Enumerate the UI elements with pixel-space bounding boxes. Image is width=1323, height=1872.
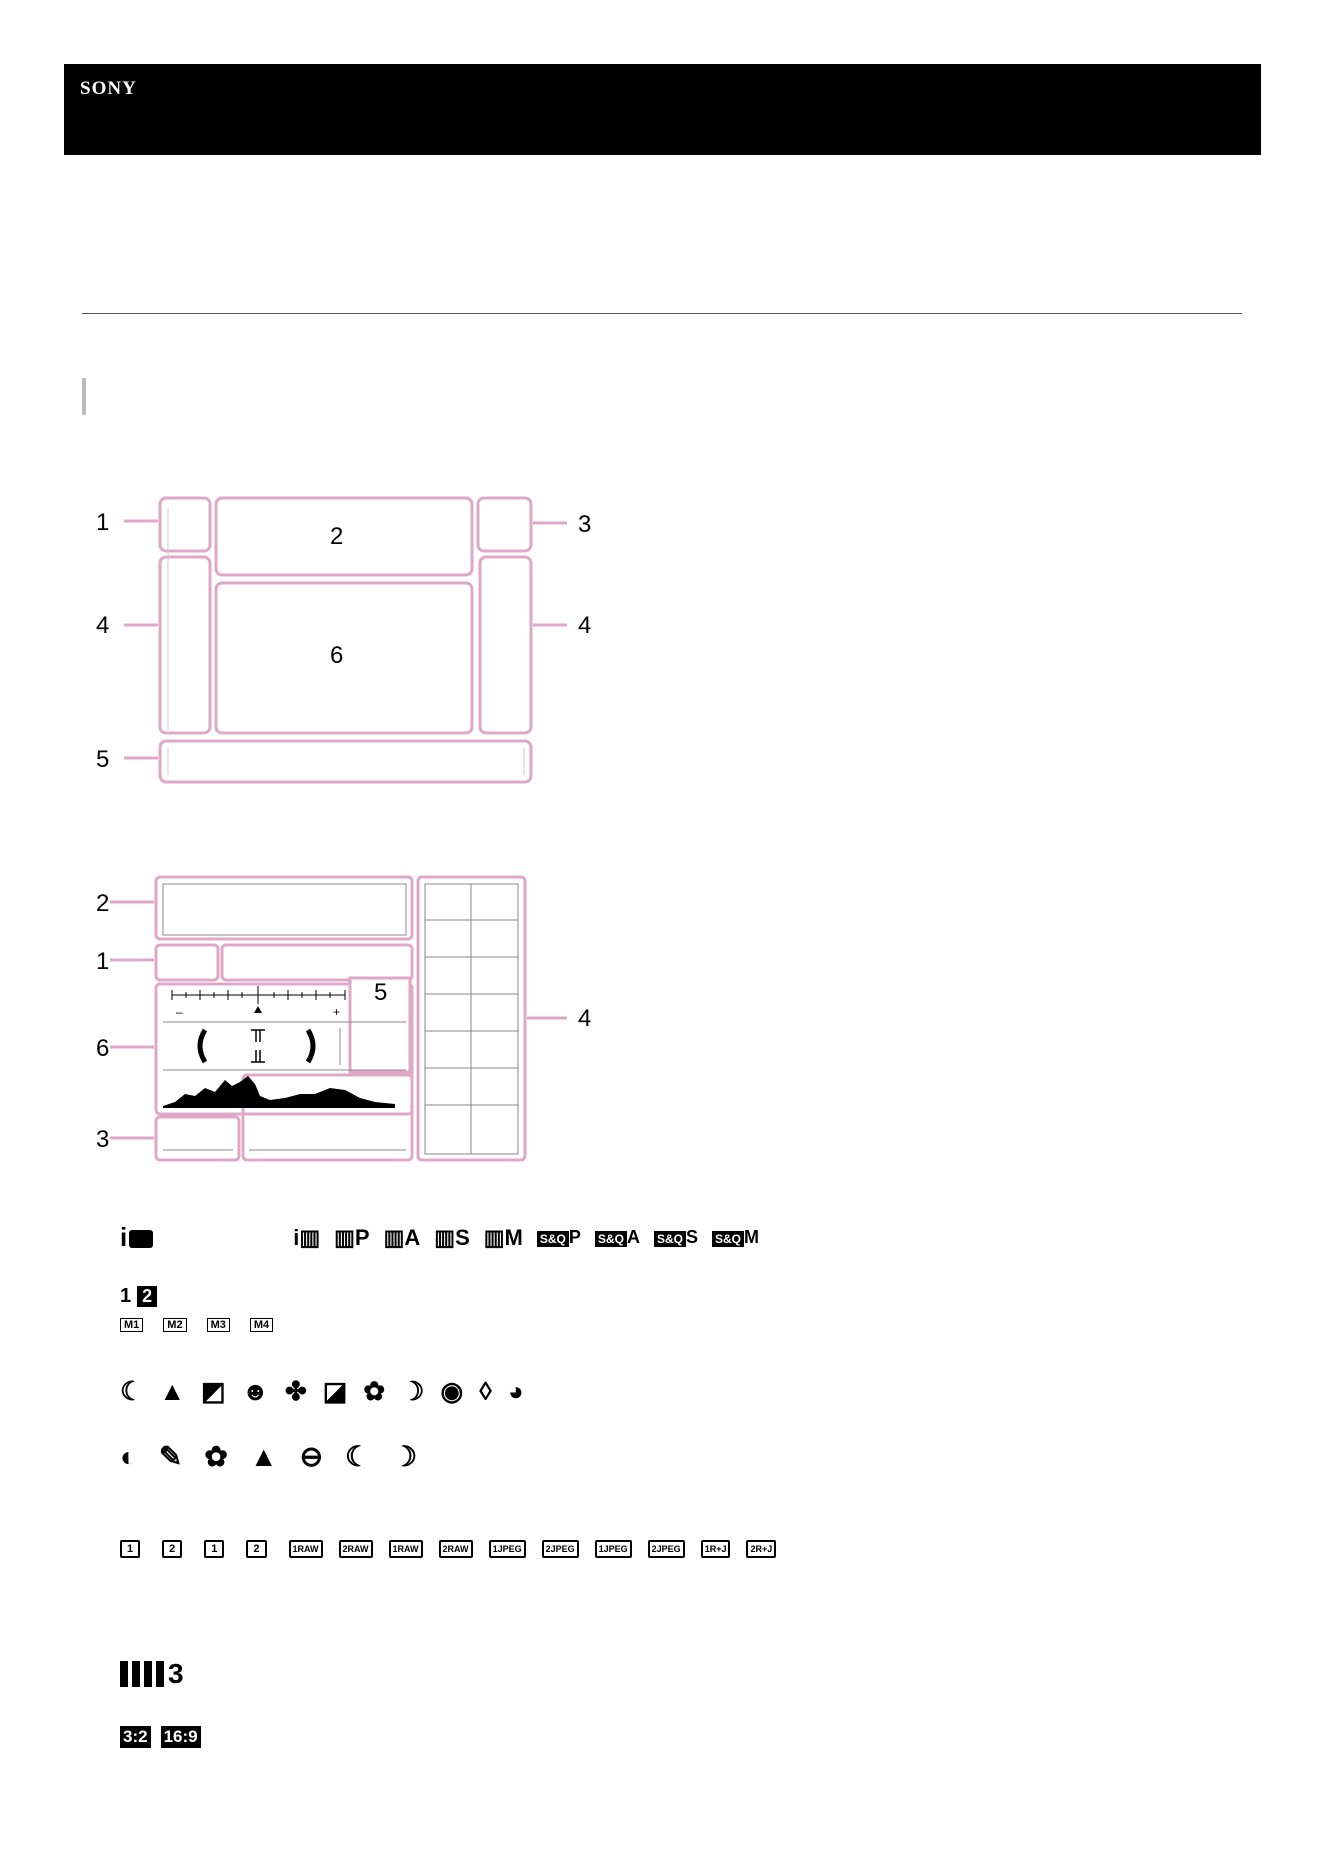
sony-logo: SONY bbox=[80, 78, 137, 99]
callout-4-right: 4 bbox=[578, 612, 592, 639]
area-6-box bbox=[216, 583, 472, 733]
landscape-icon-2: ▲ bbox=[249, 1440, 278, 1472]
media-1rj-icon: 1R+J bbox=[701, 1540, 731, 1558]
vf-area-3-box bbox=[156, 1117, 239, 1160]
vf-area-1b-box bbox=[222, 945, 412, 980]
callout-3: 3 bbox=[578, 511, 592, 538]
sq-m-icon: S&Q M bbox=[712, 1227, 759, 1248]
battery-level-text: 3 bbox=[168, 1658, 184, 1689]
sq-a-icon: S&Q A bbox=[595, 1227, 640, 1248]
spotlight-icon: ◊ bbox=[479, 1376, 493, 1406]
memory-recall-icons bbox=[120, 1285, 157, 1308]
af-center-frame bbox=[251, 1030, 265, 1062]
aspect-ratio-icons bbox=[120, 1726, 201, 1748]
movie-p-icon: ▥P bbox=[334, 1224, 370, 1250]
media-1-icon: 1 bbox=[120, 1540, 140, 1558]
aspect-16-9-icon: 16:9 bbox=[161, 1726, 201, 1748]
sunset-icon: ⊖ bbox=[299, 1441, 324, 1472]
media-1raw-icon: 1RAW bbox=[289, 1540, 323, 1558]
sq-s-icon: S&Q S bbox=[654, 1227, 698, 1248]
level-plus: + bbox=[333, 1005, 341, 1019]
battery-icon bbox=[120, 1661, 164, 1687]
sq-p-icon: S&Q P bbox=[537, 1227, 581, 1248]
media-1jpeg-icon: 1JPEG bbox=[489, 1540, 526, 1558]
media-2raw-arrow-icon: 2RAW bbox=[439, 1540, 473, 1558]
memory-2-icon: 2 bbox=[137, 1286, 157, 1307]
m3-icon: M3 bbox=[207, 1318, 230, 1332]
portrait-blur-icon: ◐ bbox=[120, 1440, 137, 1472]
callout-6: 6 bbox=[330, 642, 344, 669]
vf-callout-4: 4 bbox=[578, 1005, 592, 1032]
vf-area-3b-box bbox=[243, 1075, 412, 1160]
scene-icons bbox=[120, 1376, 524, 1407]
media-2rj-icon: 2R+J bbox=[746, 1540, 776, 1558]
landscape-icon: ▲ bbox=[159, 1376, 186, 1406]
callout-4-left: 4 bbox=[96, 612, 110, 639]
vf-area-2-box bbox=[156, 877, 412, 939]
portrait-icon: ☻ bbox=[241, 1376, 269, 1406]
media-2raw-icon: 2RAW bbox=[339, 1540, 373, 1558]
vf-callout-3: 3 bbox=[96, 1126, 110, 1153]
battery-row bbox=[120, 1658, 184, 1690]
media-1-arrow-icon: 1 bbox=[204, 1540, 224, 1558]
movie-a-icon: ▥A bbox=[383, 1224, 421, 1250]
area-5-box bbox=[160, 741, 531, 782]
callout-1: 1 bbox=[96, 509, 110, 536]
night-portrait-icon-2: ☽ bbox=[392, 1441, 418, 1472]
aspect-3-2-icon: 3:2 bbox=[120, 1726, 151, 1748]
vf-callout-2: 2 bbox=[96, 890, 110, 917]
low-light-icon: ◕ bbox=[508, 1376, 524, 1406]
level-scale bbox=[172, 986, 345, 1004]
media-2jpeg-arrow-icon: 2JPEG bbox=[648, 1540, 685, 1558]
memory-1-icon: 1 bbox=[120, 1285, 132, 1307]
backlight-portrait-icon: ◩ bbox=[201, 1376, 226, 1406]
night-icon-2: ☾ bbox=[345, 1441, 371, 1472]
m4-icon: M4 bbox=[250, 1318, 273, 1332]
callout-2: 2 bbox=[330, 523, 344, 550]
sports-icon: ✎ bbox=[158, 1441, 183, 1472]
movie-m-icon: ▥M bbox=[483, 1224, 523, 1250]
media-2jpeg-icon: 2JPEG bbox=[542, 1540, 579, 1558]
macro-icon-2: ✿ bbox=[204, 1441, 228, 1472]
vf-callout-6: 6 bbox=[96, 1035, 110, 1062]
iauto-movie-icon: i▥ bbox=[293, 1224, 321, 1250]
area-2-box bbox=[216, 498, 472, 575]
m2-icon: M2 bbox=[163, 1318, 186, 1332]
m1-icon: M1 bbox=[120, 1318, 143, 1332]
vf-area-1-box bbox=[156, 945, 218, 980]
area-3-box bbox=[478, 498, 531, 551]
night-icon: ☾ bbox=[120, 1376, 144, 1406]
movie-s-icon: ▥S bbox=[434, 1224, 470, 1250]
action-icon: ✤ bbox=[284, 1376, 307, 1406]
level-minus: – bbox=[176, 1005, 183, 1019]
night-portrait-icon: ☽ bbox=[401, 1376, 425, 1406]
media-1jpeg-arrow-icon: 1JPEG bbox=[595, 1540, 632, 1558]
vf-callout-1: 1 bbox=[96, 948, 110, 975]
callout-5: 5 bbox=[96, 746, 110, 773]
media-icons bbox=[120, 1540, 776, 1558]
scene-detect-icons bbox=[120, 1440, 417, 1473]
backlight-icon: ◪ bbox=[322, 1376, 348, 1406]
vf-callout-5: 5 bbox=[374, 979, 388, 1006]
media-2-icon: 2 bbox=[162, 1540, 182, 1558]
area-4-right-box bbox=[480, 557, 531, 733]
media-1raw-arrow-icon: 1RAW bbox=[389, 1540, 423, 1558]
shooting-mode-icons bbox=[120, 1222, 759, 1253]
media-2-arrow-icon: 2 bbox=[246, 1540, 266, 1558]
memory-card-icons bbox=[120, 1318, 273, 1332]
person-icon: ◉ bbox=[440, 1376, 464, 1406]
histogram bbox=[163, 1076, 395, 1108]
i-camera-icon: i bbox=[120, 1222, 153, 1253]
macro-icon: ✿ bbox=[363, 1376, 386, 1406]
